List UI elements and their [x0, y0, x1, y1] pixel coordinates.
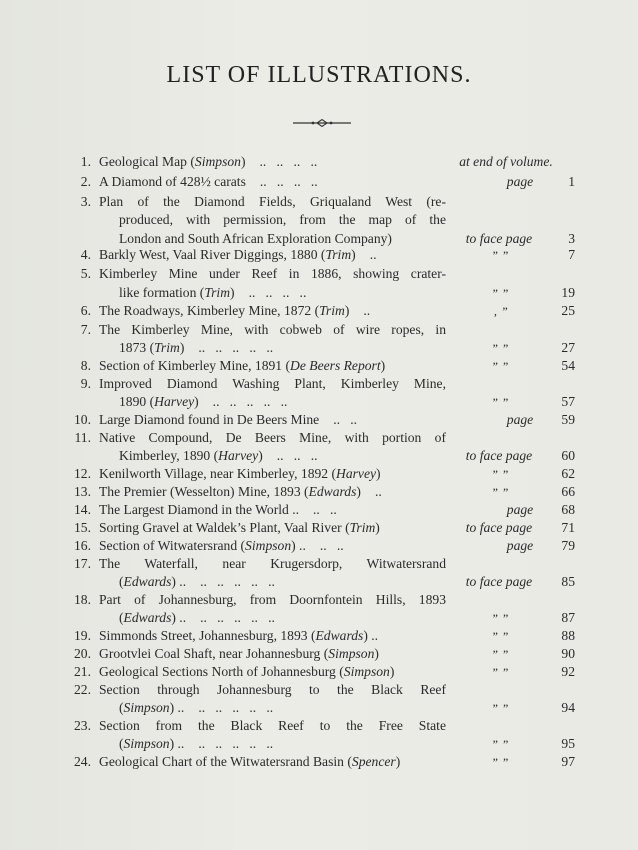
entry-title-text: produced, with permission, from the map of the — [119, 212, 446, 227]
page-title: LIST OF ILLUSTRATIONS. — [166, 62, 472, 88]
list-item-line — [0, 698, 638, 718]
entry-title-text: Simmonds Street, Johannesburg, 1893 ( — [99, 628, 316, 643]
page-reference-label: ” ” — [492, 665, 510, 679]
entry-number: 12. — [74, 466, 91, 481]
list-item-line — [0, 518, 638, 538]
entry-number: 14. — [74, 502, 91, 517]
page-reference-label: ” ” — [492, 701, 510, 715]
entry-title-text: ( — [119, 574, 124, 589]
entry-credit: Trim — [319, 303, 345, 318]
page-number: 88 — [561, 628, 575, 643]
dot-leader: .. .. .. .. — [259, 174, 318, 189]
entry-credit: Trim — [204, 285, 231, 300]
dot-leader: .. .. .. .. .. — [198, 340, 274, 355]
dot-leader: .. .. .. .. .. — [198, 736, 274, 751]
entry-title-text: ( — [119, 610, 124, 625]
dot-leader: .. .. .. .. — [259, 154, 318, 169]
entry-number: 10. — [74, 412, 91, 427]
page-reference-label: page — [506, 412, 534, 427]
dot-leader: .. — [374, 484, 382, 499]
list-item-line — [0, 680, 638, 700]
page-reference-label: ” ” — [492, 629, 510, 643]
page-number: 95 — [561, 736, 575, 751]
entry-title-tail: ) — [258, 448, 263, 463]
entry-title-text: Grootvlei Coal Shaft, near Johannesburg ( — [99, 646, 329, 661]
page-reference-label: ” ” — [492, 485, 510, 499]
entry-title-line — [99, 536, 344, 556]
list-item-line — [0, 410, 638, 430]
entry-title-text: Section from the Black Reef to the Free State — [99, 718, 446, 733]
entry-credit: De Beers Report — [290, 358, 381, 373]
entry-title-text: 1890 ( — [119, 394, 155, 409]
list-item-line — [0, 172, 638, 192]
entry-title-line — [119, 446, 318, 466]
entry-title-tail: ) — [389, 664, 395, 679]
entry-title-line — [99, 172, 318, 192]
page-number: 3 — [568, 231, 575, 246]
entry-title-tail: ) — [344, 303, 350, 318]
entry-credit: Simpson — [328, 646, 375, 661]
entry-title-line — [99, 192, 446, 212]
entry-number: 21. — [74, 664, 91, 679]
page-reference-label: ” ” — [492, 611, 510, 625]
entry-title-tail: ) — [194, 394, 199, 409]
entry-title-line — [99, 500, 337, 520]
list-item-line — [0, 752, 638, 772]
entry-credit: Edwards — [315, 628, 364, 643]
entry-title-tail: ) .. — [169, 700, 185, 715]
page-number: 54 — [561, 358, 575, 373]
page-reference-label: page — [506, 538, 534, 553]
entry-title-tail: ) — [375, 520, 380, 535]
entry-number: 13. — [74, 484, 91, 499]
page-reference-label: to face page — [465, 448, 533, 463]
list-item-line — [0, 392, 638, 412]
entry-number: 1. — [80, 154, 91, 169]
entry-title-line — [99, 662, 394, 682]
dot-leader: .. .. — [333, 412, 358, 427]
entry-credit: Harvey — [218, 448, 259, 463]
page-reference-label: ” ” — [492, 647, 510, 661]
entry-title-line — [99, 374, 446, 394]
page-reference-label: to face page — [465, 231, 533, 246]
entry-title-line — [99, 554, 446, 574]
entry-credit: Edwards — [308, 484, 357, 499]
entry-title-text: Geological Map ( — [99, 154, 195, 169]
entry-title-line — [99, 152, 317, 172]
list-item-line — [0, 152, 638, 172]
entry-number: 7. — [80, 322, 91, 337]
list-item-line — [0, 338, 638, 358]
entry-number: 9. — [80, 376, 91, 391]
entry-number: 15. — [74, 520, 91, 535]
page-reference-label: ” ” — [492, 248, 510, 262]
entry-number: 17. — [74, 556, 91, 571]
entry-number: 23. — [74, 718, 91, 733]
entry-number: 11. — [74, 430, 91, 445]
entry-credit: Trim — [154, 340, 180, 355]
page-number: 90 — [561, 646, 575, 661]
list-item-line — [0, 644, 638, 664]
page-number: 19 — [561, 285, 575, 300]
list-item-line — [0, 446, 638, 466]
list-item-line — [0, 626, 638, 646]
list-item-line — [0, 572, 638, 592]
page-number: 87 — [561, 610, 575, 625]
page-number: 92 — [561, 664, 575, 679]
entry-credit: Trim — [325, 247, 352, 262]
page-number: 25 — [561, 303, 575, 318]
entry-title-tail: ) — [240, 154, 246, 169]
page-reference-label: ” ” — [492, 755, 510, 769]
page-number: 94 — [561, 700, 575, 715]
page-number: 71 — [561, 520, 575, 535]
entry-title-line — [99, 680, 446, 700]
entry-title-line — [99, 410, 357, 430]
entry-title-line — [99, 716, 446, 736]
list-item-line — [0, 428, 638, 448]
page-reference-label: ” ” — [492, 341, 510, 355]
entry-number: 19. — [74, 628, 91, 643]
entry-title-line — [119, 572, 275, 592]
entry-number: 22. — [74, 682, 91, 697]
page-number: 68 — [561, 502, 575, 517]
list-item-line — [0, 500, 638, 520]
entry-title-tail: ) .. — [291, 538, 306, 553]
page-number: 79 — [561, 538, 575, 553]
entry-title-line — [119, 392, 287, 412]
page-reference-label: page — [506, 174, 534, 189]
entry-credit: Simpson — [343, 664, 390, 679]
list-item-line — [0, 464, 638, 484]
entry-title-line — [99, 626, 378, 646]
page-number: 66 — [561, 484, 575, 499]
entry-title-text: like formation ( — [119, 285, 205, 300]
entry-number: 5. — [80, 266, 91, 281]
list-item-line — [0, 482, 638, 502]
entry-title-text: Native Compound, De Beers Mine, with portion of — [99, 430, 446, 445]
entry-title-line — [99, 356, 385, 376]
page-reference-label: ” ” — [492, 395, 510, 409]
entry-title-text: The Roadways, Kimberley Mine, 1872 ( — [99, 303, 320, 318]
entry-title-line — [119, 608, 275, 628]
entry-credit: Edwards — [123, 574, 172, 589]
entry-title-line — [99, 320, 446, 340]
entry-title-tail: ) .. — [171, 610, 187, 625]
entry-number: 2. — [80, 174, 91, 189]
entry-credit: Simpson — [245, 538, 292, 553]
entry-title-text: ( — [119, 736, 124, 751]
page-number: 59 — [561, 412, 575, 427]
entry-title-line — [99, 518, 380, 538]
page-number: 85 — [561, 574, 575, 589]
entry-number: 8. — [80, 358, 91, 373]
entry-title-text: Geological Chart of the Witwatersrand Basin ( — [99, 754, 352, 769]
entry-title-line — [99, 245, 376, 265]
dot-leader: .. .. .. .. .. — [200, 610, 275, 625]
entry-title-line — [99, 752, 400, 772]
page-number: 27 — [561, 340, 575, 355]
dot-leader: .. — [363, 303, 371, 318]
entry-number: 3. — [80, 194, 91, 209]
list-item-line — [0, 356, 638, 376]
entry-credit: Harvey — [336, 466, 377, 481]
dot-leader: .. .. .. .. — [248, 285, 307, 300]
entry-number: 4. — [80, 247, 91, 262]
entry-title-text: The Premier (Wesselton) Mine, 1893 ( — [99, 484, 309, 499]
list-item-line — [0, 662, 638, 682]
entry-number: 20. — [74, 646, 91, 661]
list-item-line — [0, 192, 638, 212]
entry-title-text: The Largest Diamond in the World .. — [99, 502, 300, 517]
entry-credit: Harvey — [154, 394, 195, 409]
dot-leader: .. .. — [319, 538, 344, 553]
entry-credit: Spencer — [351, 754, 396, 769]
entry-title-line — [99, 464, 381, 484]
entry-title-tail: ) — [356, 484, 361, 499]
entry-title-tail: ) — [395, 754, 401, 769]
page-reference-label: at end of volume. — [459, 154, 553, 169]
list-item-line — [0, 320, 638, 340]
entry-title-text: Barkly West, Vaal River Diggings, 1880 ( — [99, 247, 326, 262]
dot-leader: .. .. .. — [276, 448, 318, 463]
entry-title-line — [99, 590, 446, 610]
entry-title-text: The Kimberley Mine, with cobweb of wire ropes, in — [99, 322, 446, 337]
entry-title-tail: ) — [179, 340, 185, 355]
list-item-line — [0, 210, 638, 230]
page-reference-label: ‚ ” — [493, 304, 509, 318]
page-reference-label: ” ” — [492, 359, 510, 373]
page-number: 1 — [568, 174, 575, 189]
page-reference-label: page — [506, 502, 534, 517]
dot-leader: .. .. .. .. .. — [200, 574, 275, 589]
entry-title-text: Part of Johannesburg, from Doornfontein Hills, 1893 — [99, 592, 446, 607]
list-item-line — [0, 301, 638, 321]
dot-leader: .. .. — [313, 502, 337, 517]
entry-title-line — [99, 644, 379, 664]
entry-title-text: Kimberley, 1890 ( — [119, 448, 219, 463]
list-item-line — [0, 245, 638, 265]
entry-title-text: Section through Johannesburg to the Black Reef — [99, 682, 446, 697]
entry-title-text: Large Diamond found in De Beers Mine — [99, 412, 320, 427]
list-item-line — [0, 590, 638, 610]
list-item-line — [0, 716, 638, 736]
entry-title-line — [99, 482, 382, 502]
entry-credit: Simpson — [123, 700, 170, 715]
entry-credit: Trim — [349, 520, 376, 535]
entry-title-line — [119, 698, 273, 718]
list-item-line — [0, 734, 638, 754]
list-item-line — [0, 554, 638, 574]
entry-title-tail: ) — [380, 358, 386, 373]
entry-number: 18. — [74, 592, 91, 607]
list-item-line — [0, 374, 638, 394]
entry-title-text: Section of Witwatersrand ( — [99, 538, 246, 553]
entry-number: 24. — [74, 754, 91, 769]
dot-leader: .. .. .. .. .. — [212, 394, 288, 409]
entry-title-text: Kimberley Mine under Reef in 1886, showing crater- — [99, 266, 446, 281]
entry-title-text: A Diamond of 428½ carats — [99, 174, 246, 189]
entry-title-text: London and South African Exploration Company) — [119, 231, 392, 246]
entry-title-tail: ) — [351, 247, 356, 262]
entry-title-text: 1873 ( — [119, 340, 155, 355]
page-number: 62 — [561, 466, 575, 481]
entry-title-line — [99, 264, 446, 284]
page-reference-label: to face page — [465, 520, 533, 535]
entry-title-line — [119, 210, 446, 230]
entry-credit: Simpson — [194, 154, 241, 169]
entry-title-text: Section of Kimberley Mine, 1891 ( — [99, 358, 291, 373]
entry-title-tail: ) .. — [169, 736, 185, 751]
entry-title-tail: ) .. — [171, 574, 187, 589]
entry-title-line — [119, 283, 306, 303]
entry-title-text: The Waterfall, near Krugersdorp, Witwatersrand — [99, 556, 446, 571]
page-number: 60 — [561, 448, 575, 463]
entry-number: 6. — [80, 303, 91, 318]
entry-title-tail: ) — [230, 285, 235, 300]
entry-title-text: Plan of the Diamond Fields, Griqualand West (re- — [99, 194, 446, 209]
entry-title-tail: ) — [376, 466, 381, 481]
dot-leader: .. — [369, 247, 377, 262]
page-number: 57 — [561, 394, 575, 409]
page-reference-label: ” ” — [492, 467, 510, 481]
page-reference-label: ” ” — [492, 737, 510, 751]
entry-title-tail: ) .. — [363, 628, 379, 643]
entry-credit: Simpson — [123, 736, 170, 751]
page-reference-label: to face page — [465, 574, 533, 589]
list-item-line — [0, 536, 638, 556]
entry-title-line — [119, 338, 273, 358]
page-reference-label: ” ” — [492, 286, 510, 300]
entry-title-tail: ) — [374, 646, 379, 661]
entry-title-text: Geological Sections North of Johannesburg ( — [99, 664, 344, 679]
entry-title-line — [99, 301, 370, 321]
entry-title-text: Kenilworth Village, near Kimberley, 1892 ( — [99, 466, 337, 481]
list-item-line — [0, 264, 638, 284]
entry-number: 16. — [74, 538, 91, 553]
entry-title-text: Improved Diamond Washing Plant, Kimberley Mine, — [99, 376, 446, 391]
page-number: 7 — [568, 247, 575, 262]
entry-title-text: Sorting Gravel at Waldek’s Plant, Vaal River ( — [99, 520, 350, 535]
entry-title-line — [99, 428, 446, 448]
entry-title-text: ( — [119, 700, 124, 715]
list-item-line — [0, 608, 638, 628]
entry-credit: Edwards — [123, 610, 172, 625]
list-item-line — [0, 283, 638, 303]
entry-title-line — [119, 734, 273, 754]
page-number: 97 — [561, 754, 575, 769]
dot-leader: .. .. .. .. .. — [198, 700, 274, 715]
